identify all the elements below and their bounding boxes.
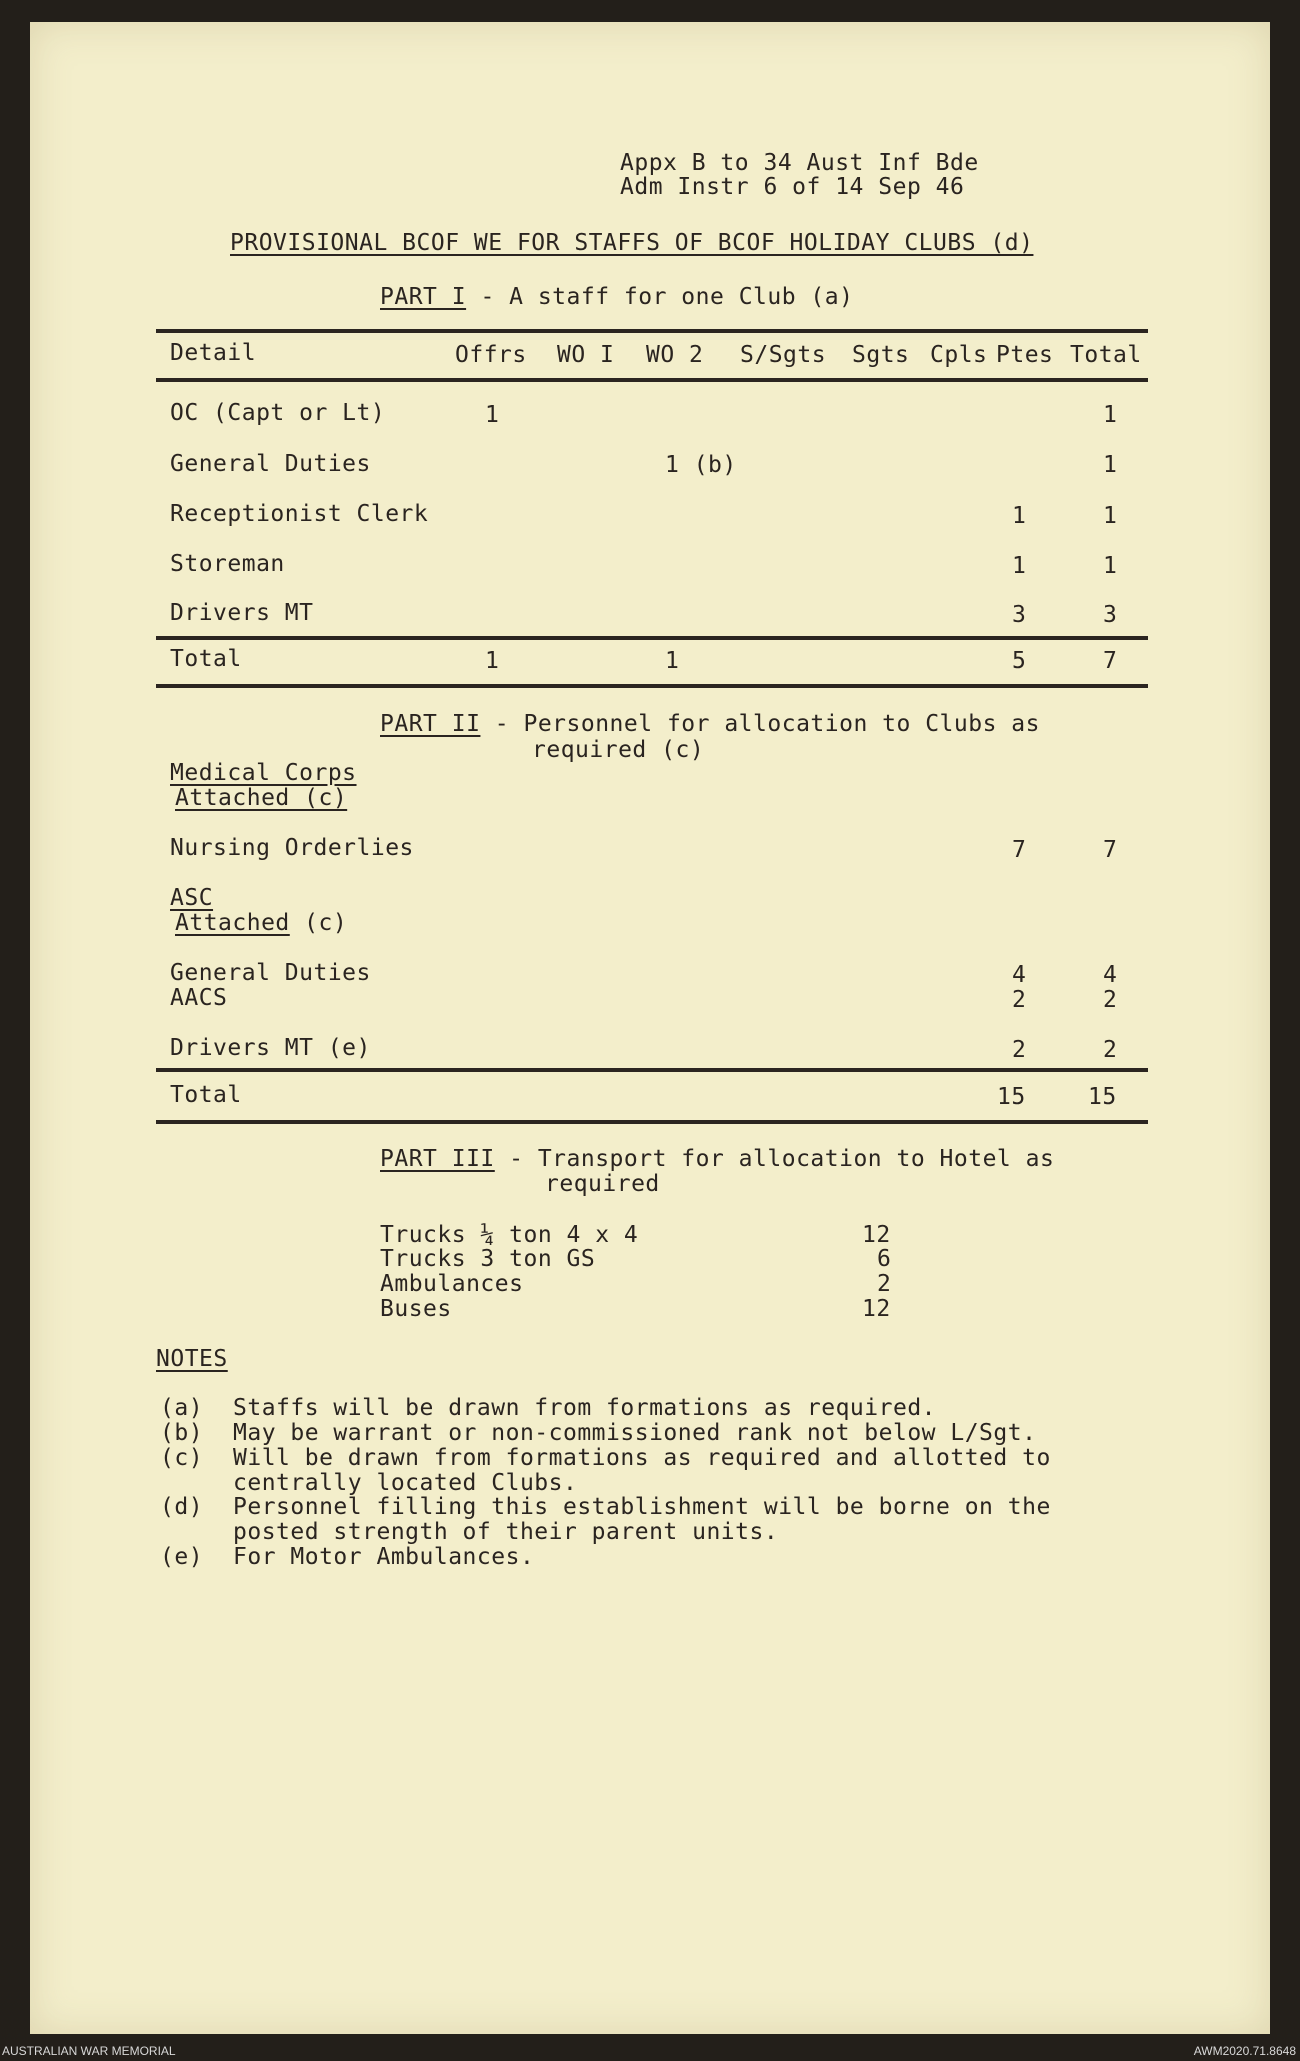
asc-sub-label: Attached: [175, 910, 290, 936]
part2-heading: [380, 711, 1040, 737]
footer-left: AUSTRALIAN WAR MEMORIAL: [2, 2044, 176, 2058]
part1-heading-text: - A staff for one Club (a): [466, 284, 854, 310]
part3-heading-label: PART III: [380, 1146, 495, 1172]
document-page: [30, 22, 1270, 2034]
appendix-ref-line1: Appx B to 34 Aust Inf Bde: [620, 150, 979, 176]
note-key: (e): [160, 1544, 204, 1570]
part1-total-label: Total: [170, 646, 242, 672]
note-key: (a): [160, 1395, 204, 1421]
part1-total-ptes: 5: [1012, 648, 1027, 674]
asc-sub: [175, 910, 347, 936]
col-wo2: WO 2: [646, 342, 704, 368]
col-cpls: Cpls: [930, 342, 988, 368]
note-text: posted strength of their parent units.: [233, 1519, 779, 1545]
asc-drivers-ptes: 2: [1012, 1037, 1027, 1063]
asc-drivers-detail: Drivers MT (e): [170, 1035, 371, 1061]
note-key: (d): [160, 1494, 204, 1520]
part2-total-total: 15: [1088, 1084, 1117, 1110]
asc-gd-ptes: 4: [1012, 962, 1027, 988]
asc-sub-note: (c): [289, 910, 348, 936]
row-storeman-total: 1: [1103, 553, 1118, 579]
nursing-ptes: 7: [1012, 837, 1027, 863]
note-text: May be warrant or non-commissioned rank not below L/Sgt.: [233, 1420, 1037, 1446]
part2-total-ptes: 15: [997, 1084, 1026, 1110]
row-gd-wo2: 1 (b): [665, 452, 737, 478]
part2-total-label: Total: [170, 1082, 242, 1108]
nursing-detail: Nursing Orderlies: [170, 835, 414, 861]
col-detail: Detail: [170, 340, 257, 366]
footer-right: AWM2020.71.8648: [1193, 2044, 1296, 2058]
row-oc-detail: OC (Capt or Lt): [170, 400, 386, 426]
appendix-ref-line2: Adm Instr 6 of 14 Sep 46: [620, 174, 965, 200]
part1-heading: [380, 284, 853, 310]
asc-gd-detail: General Duties: [170, 960, 371, 986]
transport-item-qty: 12: [862, 1222, 891, 1248]
transport-item-name: Buses: [380, 1296, 452, 1322]
row-storeman-detail: Storeman: [170, 551, 285, 577]
row-storeman-ptes: 1: [1012, 553, 1027, 579]
part3-heading-text: - Transport for allocation to Hotel as: [494, 1146, 1055, 1172]
note-text: centrally located Clubs.: [233, 1470, 578, 1496]
transport-item-name: Trucks ¼ ton 4 x 4: [380, 1222, 639, 1248]
transport-item-qty: 12: [862, 1296, 891, 1322]
table-rule-top: [156, 329, 1148, 333]
table-rule-part1-end: [156, 684, 1148, 688]
row-clerk-ptes: 1: [1012, 503, 1027, 529]
row-oc-offrs: 1: [485, 402, 500, 428]
row-drivers-ptes: 3: [1012, 602, 1027, 628]
part2-heading-label: PART II: [380, 711, 481, 737]
table-rule-part2-end: [156, 1120, 1148, 1124]
note-text: Personnel filling this establishment will be borne on the: [233, 1494, 1051, 1520]
row-oc-total: 1: [1103, 402, 1118, 428]
transport-item-name: Trucks 3 ton GS: [380, 1246, 596, 1272]
aacs-ptes: 2: [1012, 987, 1027, 1013]
part1-heading-label: PART I: [380, 284, 467, 310]
row-drivers-detail: Drivers MT: [170, 600, 314, 626]
medical-corps-sub: Attached (c): [175, 785, 348, 811]
row-gd-detail: General Duties: [170, 451, 371, 477]
table-rule-total-top: [156, 636, 1148, 640]
note-key: (c): [160, 1445, 204, 1471]
part2-heading-line2: required (c): [532, 737, 705, 763]
aacs-detail: AACS: [170, 985, 228, 1011]
part2-heading-text: - Personnel for allocation to Clubs as: [480, 711, 1040, 737]
nursing-total: 7: [1103, 837, 1118, 863]
part1-total-total: 7: [1103, 648, 1118, 674]
aacs-total: 2: [1103, 987, 1118, 1013]
col-offrs: Offrs: [455, 342, 527, 368]
col-total: Total: [1070, 342, 1142, 368]
notes-heading: NOTES: [156, 1346, 228, 1372]
table-rule-part2-total-top: [156, 1068, 1148, 1072]
document-title: PROVISIONAL BCOF WE FOR STAFFS OF BCOF HOLIDAY CLUBS (d): [230, 230, 1034, 256]
row-clerk-detail: Receptionist Clerk: [170, 501, 429, 527]
col-ptes: Ptes: [996, 342, 1054, 368]
note-text: Staffs will be drawn from formations as required.: [233, 1395, 937, 1421]
asc-title: ASC: [170, 885, 214, 911]
row-gd-total: 1: [1103, 452, 1118, 478]
asc-gd-total: 4: [1103, 962, 1118, 988]
medical-corps-title: Medical Corps: [170, 760, 357, 786]
col-wo1: WO I: [557, 342, 615, 368]
transport-item-qty: 6: [877, 1246, 892, 1272]
transport-item-qty: 2: [877, 1271, 892, 1297]
asc-drivers-total: 2: [1103, 1037, 1118, 1063]
part3-heading: [380, 1146, 1054, 1172]
col-sgts: Sgts: [852, 342, 910, 368]
note-key: (b): [160, 1420, 204, 1446]
note-text: For Motor Ambulances.: [233, 1544, 535, 1570]
part3-heading-line2: required: [545, 1171, 660, 1197]
part1-total-offrs: 1: [485, 648, 500, 674]
col-ssgts: S/Sgts: [740, 342, 827, 368]
row-clerk-total: 1: [1103, 503, 1118, 529]
note-text: Will be drawn from formations as required and allotted to: [233, 1445, 1051, 1471]
part1-total-wo2: 1: [665, 648, 680, 674]
transport-item-name: Ambulances: [380, 1271, 524, 1297]
table-rule-header: [156, 378, 1148, 382]
row-drivers-total: 3: [1103, 602, 1118, 628]
